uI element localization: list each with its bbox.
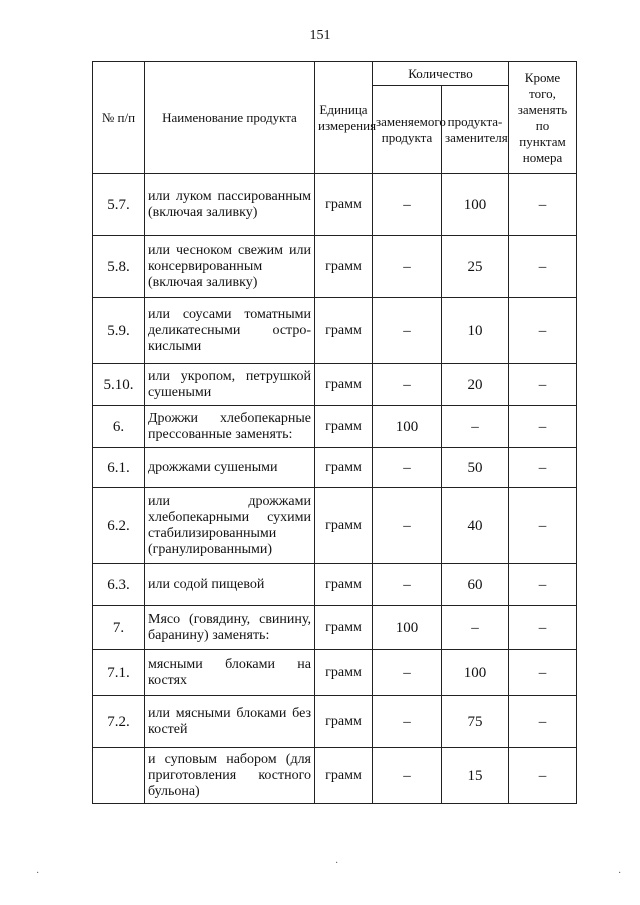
row-unit: грамм (315, 650, 373, 696)
row-unit: грамм (315, 298, 373, 364)
scan-mark: · (335, 858, 339, 869)
table-row (93, 174, 577, 236)
row-replacement: – (442, 406, 509, 448)
row-except: – (509, 488, 577, 564)
table-row (93, 406, 577, 448)
row-name: или мясными блоками без костей (145, 696, 315, 748)
row-except: – (509, 564, 577, 606)
row-name: или соусами томатными деликатесными остро-кислыми (145, 298, 315, 364)
row-num: 6.2. (93, 488, 145, 564)
row-replacement: 15 (442, 748, 509, 804)
row-replaced: – (373, 748, 442, 804)
header-replaced: заменяемого продукта (373, 86, 442, 174)
row-replaced: – (373, 364, 442, 406)
header-replacement: продукта-заменителя (442, 86, 509, 174)
table-row (93, 748, 577, 804)
row-except: – (509, 606, 577, 650)
scan-mark: · (618, 868, 622, 879)
row-except: – (509, 748, 577, 804)
row-num (93, 748, 145, 804)
row-replacement: 60 (442, 564, 509, 606)
table-row (93, 650, 577, 696)
row-except: – (509, 364, 577, 406)
table-row (93, 364, 577, 406)
row-num: 5.9. (93, 298, 145, 364)
header-unit: Единица измерения (315, 62, 373, 174)
row-replaced: – (373, 696, 442, 748)
row-replacement: 40 (442, 488, 509, 564)
header-num: № п/п (93, 62, 145, 174)
row-name: и суповым набором (для приготовления костного бульона) (145, 748, 315, 804)
row-unit: грамм (315, 364, 373, 406)
row-except: – (509, 406, 577, 448)
row-unit: грамм (315, 236, 373, 298)
row-name: Мясо (говядину, свинину, баранину) заменять: (145, 606, 315, 650)
row-unit: грамм (315, 174, 373, 236)
row-name: Дрожжи хлебопекарные прессованные заменять: (145, 406, 315, 448)
substitution-table (92, 61, 577, 804)
row-num: 6. (93, 406, 145, 448)
row-replacement: 75 (442, 696, 509, 748)
row-num: 7.2. (93, 696, 145, 748)
row-unit: грамм (315, 748, 373, 804)
row-name: мясными блоками на костях (145, 650, 315, 696)
row-name: или укропом, петрушкой сушеными (145, 364, 315, 406)
row-unit: грамм (315, 448, 373, 488)
page-number: 151 (309, 28, 331, 43)
table-row (93, 298, 577, 364)
row-replacement: 20 (442, 364, 509, 406)
row-replaced: 100 (373, 606, 442, 650)
row-unit: грамм (315, 606, 373, 650)
row-replaced: 100 (373, 406, 442, 448)
row-num: 7. (93, 606, 145, 650)
row-replaced: – (373, 236, 442, 298)
table-row (93, 564, 577, 606)
scan-mark: · (36, 868, 40, 879)
row-name: или чесноком свежим или консервированным (включая заливку) (145, 236, 315, 298)
row-replacement: 50 (442, 448, 509, 488)
row-name: или луком пассированным (включая заливку) (145, 174, 315, 236)
header-name: Наименование продукта (145, 62, 315, 174)
row-except: – (509, 236, 577, 298)
table-row (93, 696, 577, 748)
row-replacement: – (442, 606, 509, 650)
row-unit: грамм (315, 696, 373, 748)
row-unit: грамм (315, 488, 373, 564)
row-name: или дрожжами хлебопекарными сухими стабилизированными (гранулированными) (145, 488, 315, 564)
row-replaced: – (373, 650, 442, 696)
row-num: 7.1. (93, 650, 145, 696)
row-unit: грамм (315, 564, 373, 606)
row-except: – (509, 696, 577, 748)
row-replacement: 10 (442, 298, 509, 364)
table-row (93, 488, 577, 564)
row-replaced: – (373, 448, 442, 488)
header-except: Кроме того, заменять по пунктам номера (509, 62, 577, 174)
table-row (93, 448, 577, 488)
row-num: 6.1. (93, 448, 145, 488)
row-num: 5.10. (93, 364, 145, 406)
row-except: – (509, 650, 577, 696)
row-replacement: 100 (442, 650, 509, 696)
row-unit: грамм (315, 406, 373, 448)
row-replaced: – (373, 174, 442, 236)
header-quantity: Количество (373, 62, 509, 86)
row-replaced: – (373, 564, 442, 606)
row-name: или содой пищевой (145, 564, 315, 606)
row-num: 5.8. (93, 236, 145, 298)
row-except: – (509, 174, 577, 236)
row-except: – (509, 298, 577, 364)
row-name: дрожжами сушеными (145, 448, 315, 488)
row-replaced: – (373, 488, 442, 564)
row-replacement: 25 (442, 236, 509, 298)
table-row (93, 236, 577, 298)
row-replaced: – (373, 298, 442, 364)
row-replacement: 100 (442, 174, 509, 236)
row-except: – (509, 448, 577, 488)
row-num: 5.7. (93, 174, 145, 236)
table-row (93, 606, 577, 650)
row-num: 6.3. (93, 564, 145, 606)
